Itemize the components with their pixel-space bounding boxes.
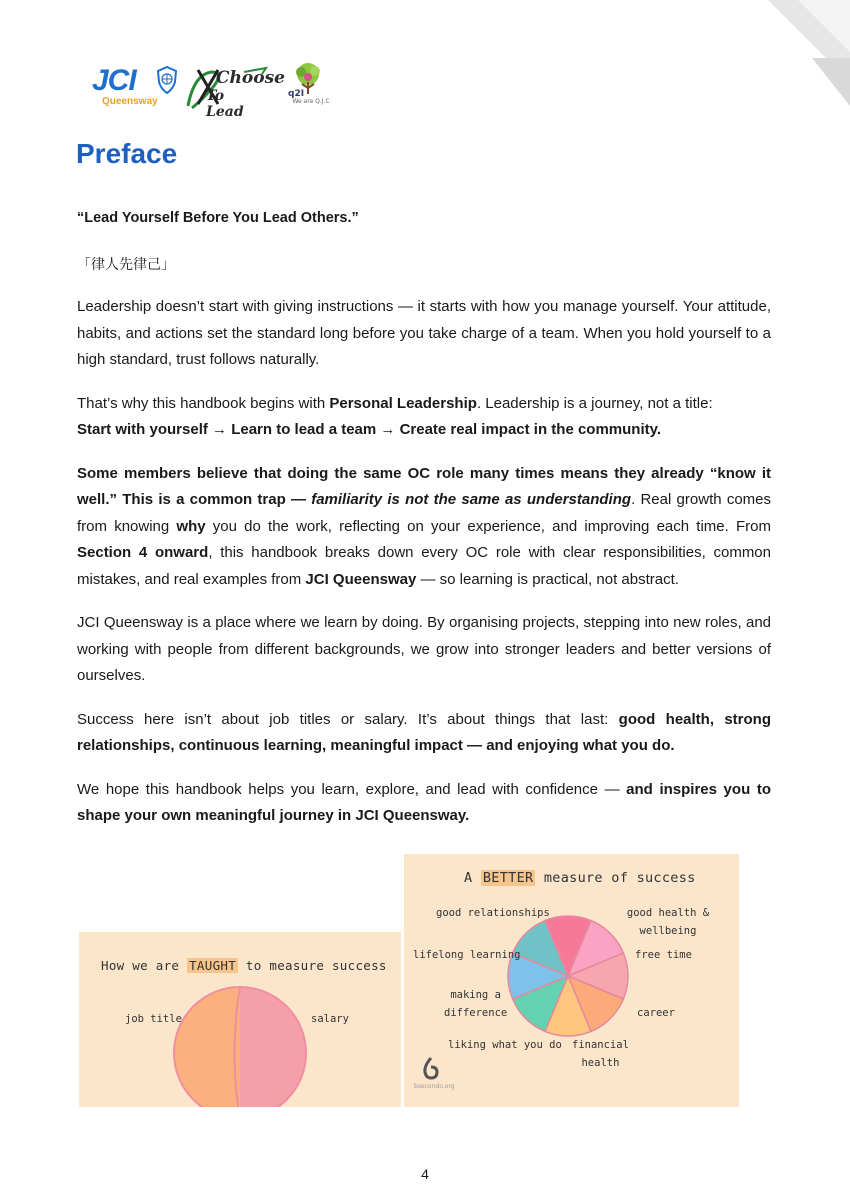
p2-bold-personal-leadership: Personal Leadership [329, 394, 477, 412]
jci-logo-text: JCI [92, 64, 136, 97]
watermark-logo-icon [422, 1056, 440, 1080]
shield-icon [156, 66, 178, 94]
label-good-relationships: good relationships [436, 907, 550, 919]
label-difference: difference [444, 1007, 508, 1019]
taught-title-c: to measure success [238, 958, 387, 973]
p5-bold-values: good health, strong relationships, continuous learning, meaningful impact — and enjoying what you do. [77, 710, 771, 754]
label-free-time: free time [635, 949, 692, 961]
choose-text: Choose [216, 68, 285, 88]
page-title: Preface [76, 138, 178, 169]
paragraph-4: JCI Queensway is a place where we learn by doing. By organising projects, stepping into new roles, and working with people from different backgrounds, we grow into stronger leaders and better versions of ourselves. [77, 614, 771, 684]
tree-logo-icon [286, 62, 330, 98]
p2-text-c: . Leadership is a journey, not a title: [476, 394, 713, 412]
p5-text-a: Success here isn’t about job titles or salary. It’s about things that last: [77, 710, 619, 728]
p2-bold-journey: Start with yourself → Learn to lead a team → Create real impact in the community. [77, 421, 662, 438]
p3-text-i: — so learning is practical, not abstract. [416, 570, 679, 588]
tree-logo-text: We are Q.J.C [292, 98, 330, 105]
label-job-title: job title [125, 1013, 182, 1025]
to-lead-text: To Lead [206, 88, 244, 120]
p3-bold-jci-queensway: JCI Queensway [305, 570, 417, 588]
p3-text-e: you do the work, reflecting on your experience, and improving each time. From [205, 517, 771, 535]
paragraph-1: Leadership doesn’t start with giving instructions — it starts with how you manage yourself. Your attitude, habits, and actions set the standard long before you take charge of a team. When you hold yourself to a high standard, trust follows naturally. [77, 298, 771, 368]
chinese-quote: 「律人先律己」 [77, 256, 175, 273]
label-lifelong-learning: lifelong learning [413, 949, 521, 961]
p3-text-c: . Real growth comes from knowing [77, 491, 771, 535]
taught-title-a: How we are [101, 958, 188, 973]
quote: “Lead Yourself Before You Lead Others.” [77, 210, 359, 226]
preface-body [77, 205, 771, 847]
label-liking-what-you-do: liking what you do [448, 1039, 562, 1051]
svg-text:q2I: q2I [288, 89, 305, 98]
p6-bold-inspires: and inspires you to shape your own meaningful journey in JCI Queensway. [77, 780, 771, 824]
header-logos [88, 62, 348, 120]
p3-bold-trap: Some members believe that doing the same OC role many times means they already “know it well.” This is a common trap — [77, 464, 771, 508]
label-financial-health [572, 1036, 629, 1072]
better-title-a: A [464, 870, 481, 886]
better-title-highlight: BETTER [482, 870, 534, 886]
paragraph-5 [77, 707, 771, 760]
p2-text-a: That’s why this handbook begins with [77, 394, 330, 412]
label-salary: salary [311, 1013, 349, 1025]
better-title-c: measure of success [535, 870, 696, 886]
p3-bold-why: why [176, 517, 206, 535]
label-health: health [581, 1057, 620, 1069]
jci-logo [92, 66, 158, 108]
label-financial: financial [572, 1039, 629, 1051]
paragraph-3 [77, 461, 771, 594]
taught-success-illustration [79, 932, 401, 1107]
page-number: 4 [421, 1166, 429, 1182]
paragraph-2 [77, 391, 771, 444]
label-making-a-difference [444, 986, 507, 1022]
better-success-illustration [404, 854, 739, 1107]
paragraph-6 [77, 777, 771, 830]
p3-bold-section: Section 4 onward [77, 544, 209, 561]
p6-text-a: We hope this handbook helps you learn, explore, and lead with confidence — [77, 780, 627, 798]
watermark-text: bsecondo.org [414, 1083, 455, 1090]
p3-bold-italic-familiarity: familiarity is not the same as understanding [311, 491, 632, 508]
label-making-a: making a [450, 989, 501, 1001]
corner-decoration [740, 0, 850, 110]
taught-title-highlight: TAUGHT [189, 958, 237, 973]
jci-logo-sub: Queensway [102, 96, 158, 107]
p3-text-g: , this handbook breaks down every OC role with clear responsibilities, common mistakes, and real examples from [77, 544, 771, 588]
label-career: career [637, 1007, 675, 1019]
label-good-health: good health & wellbeing [626, 907, 710, 937]
